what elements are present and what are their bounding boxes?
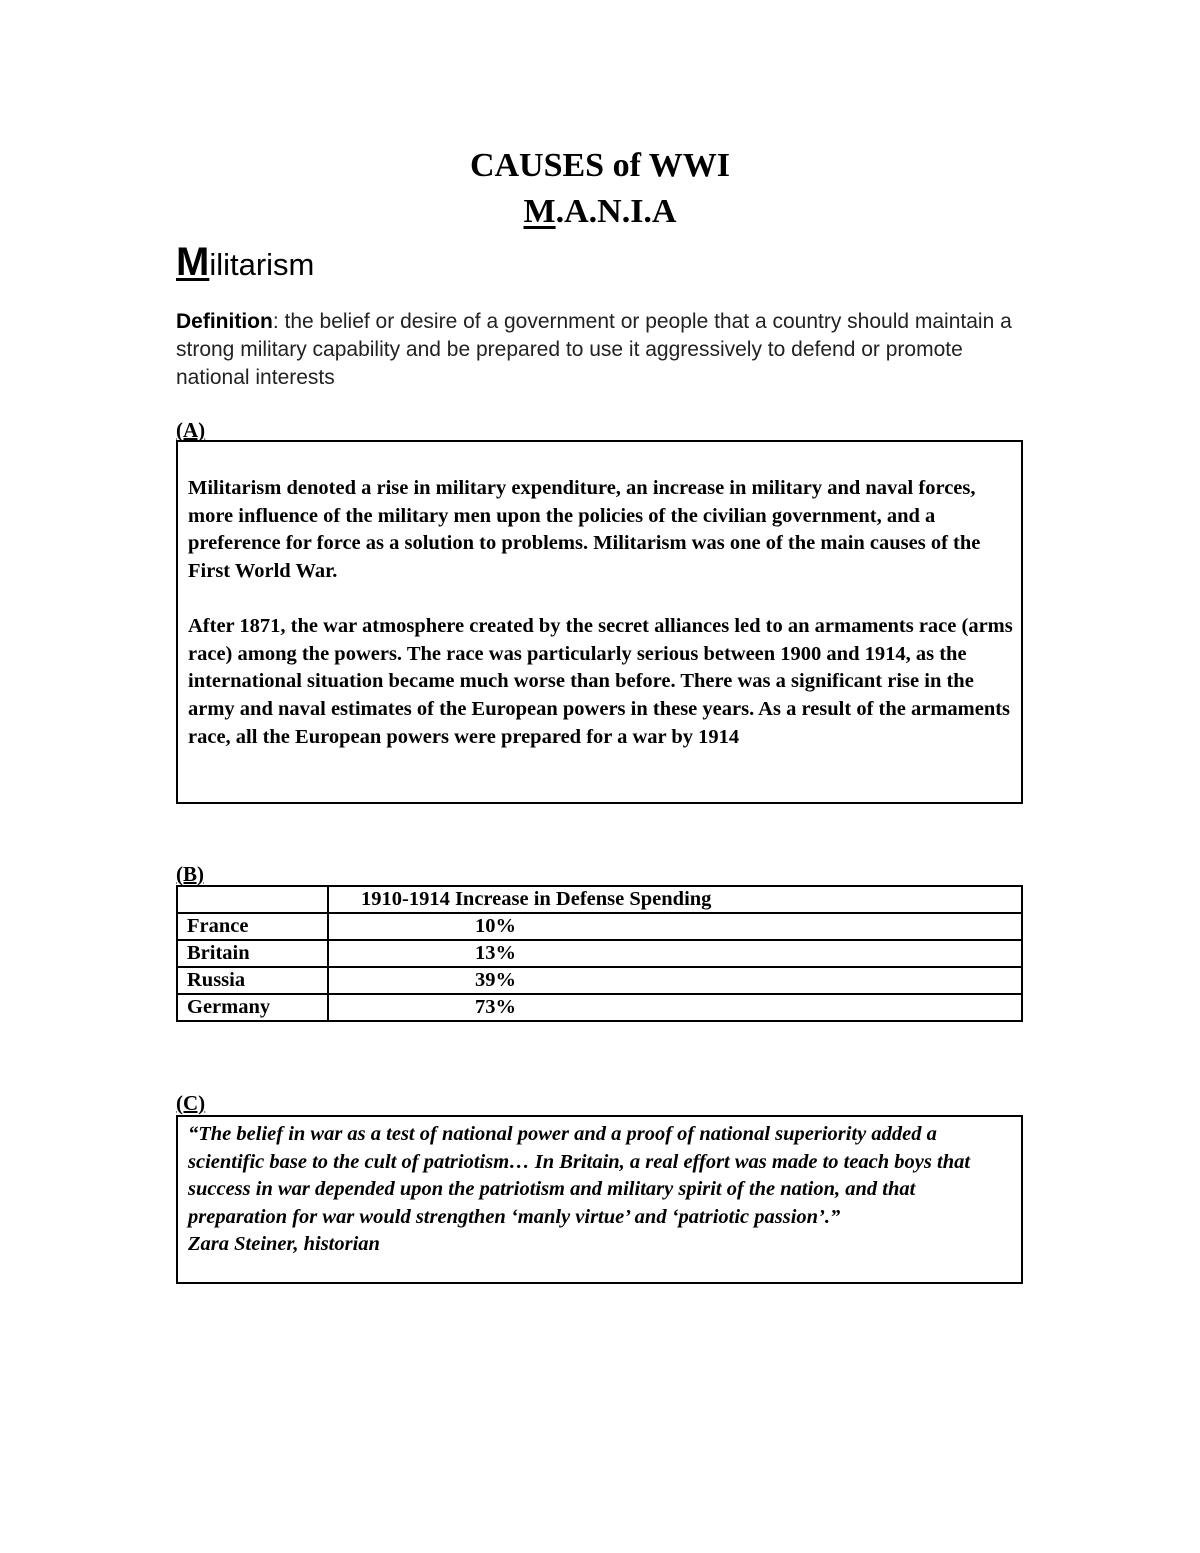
table-header-row [177,886,1022,913]
table-cell-value: 10% [328,913,1022,940]
table-cell-country: Britain [177,940,328,967]
source-a-paragraph: Militarism denoted a rise in military expenditure, an increase in military and naval forces, more influence of the military men upon the policies of the civilian government, and a preference for force as a solution to problems. Militarism was one of the main causes of the First World War. [188,477,981,583]
source-c-quote: “The belief in war as a test of national power and a proof of national superiority added a scientific base to the cult of patriotism… In Britain, a real effort was made to teach boys that success in war depended upon the patriotism and military spirit of the nation, and that preparation for war would strengthen ‘manly virtue’ and ‘patriotic passion’.” [188,1123,971,1228]
table-cell-value: 39% [328,967,1022,994]
table-cell-country: France [177,913,328,940]
definition [176,308,1036,392]
source-b-label: (B) [176,862,204,886]
table-cell-country: Germany [177,994,328,1021]
table-header: 1910-1914 Increase in Defense Spending [328,886,1022,913]
defense-spending-table [176,885,1023,1022]
source-a-label: (A) [176,418,206,442]
table-row [177,913,1022,940]
table-row [177,940,1022,967]
section-heading [176,240,314,287]
source-a-paragraph: After 1871, the war atmosphere created by the secret alliances led to an armaments race (arms race) among the powers. The race was particularly serious between 1900 and 1914, as the international situation became much worse than before. There was a significant rise in the army and naval estimates of the European powers in these years. As a result of the armaments race, all the European powers were prepared for a war by 1914 [188,614,1013,748]
table-row [177,967,1022,994]
source-c-attribution: Zara Steiner, historian [188,1233,380,1256]
section-heading-rest: ilitarism [209,247,315,282]
table-row [177,994,1022,1021]
acronym-title [0,192,1200,232]
table-cell-country: Russia [177,967,328,994]
table-header-blank [177,886,328,913]
page-title: CAUSES of WWI [469,147,731,184]
source-c-label: (C) [176,1091,206,1115]
source-a-box [176,440,1023,804]
section-heading-initial: M [176,240,210,284]
table-cell-value: 13% [328,940,1022,967]
acronym-first-letter: M [523,193,556,230]
acronym-rest: .A.N.I.A [555,193,677,230]
definition-label: Definition [176,310,273,333]
table-cell-value: 73% [328,994,1022,1021]
definition-text: : the belief or desire of a government or people that a country should maintain a strong military capability and be prepared to use it aggressively to defend or promote national interests [176,310,1012,389]
source-c-box [176,1115,1023,1284]
